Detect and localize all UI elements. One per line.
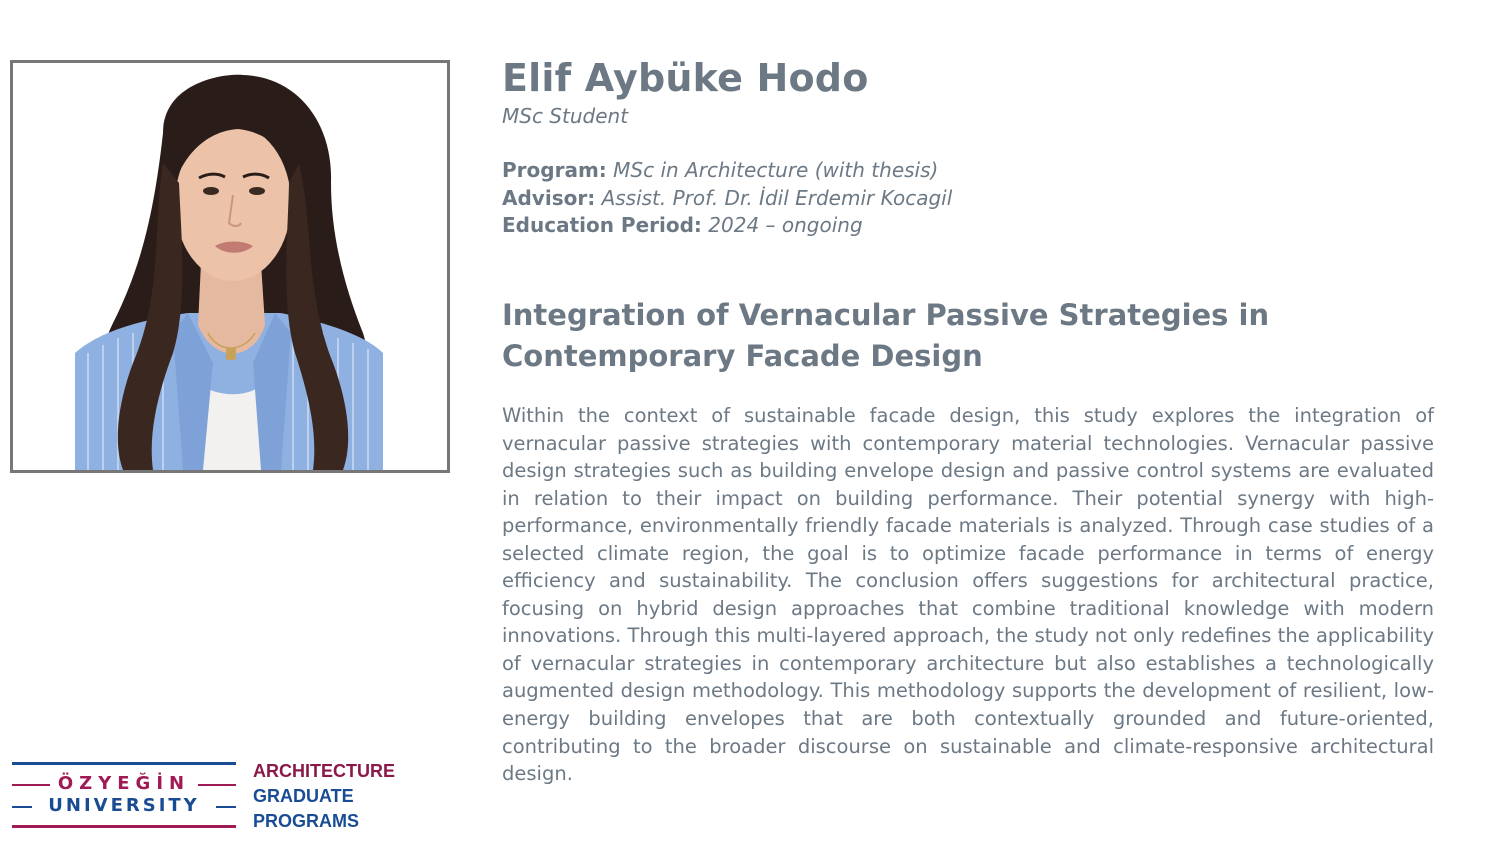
thesis-title: Integration of Vernacular Passive Strategies in Contemporary Facade Design — [502, 298, 1270, 373]
detail-education-period — [502, 212, 1434, 240]
detail-label: Advisor: — [502, 185, 596, 210]
university-logo — [12, 760, 238, 830]
detail-value: 2024 – ongoing — [708, 213, 863, 237]
detail-label: Education Period: — [502, 213, 702, 237]
thesis-abstract: Within the context of sustainable facade design, this study explores the integration of vernacular passive strategies with contemporary material technologies. Vernacular passive design strategies such as building envelope design and passive control systems are evaluated in relation to their impact on building performance. Their potential synergy with high-performance, environmentally friendly facade materials is analyzed. Through case studies of a selected climate region, the goal is to optimize facade performance in terms of energy efficiency and sustainability. The conclusion offers suggestions for architectural practice, focusing on hybrid design approaches that combine traditional knowledge with modern innovations. Through this multi-layered approach, the study not only redefines the applicability of vernacular strategies in contemporary architecture but also establishes a technologically augmented design methodology. This methodology supports the development of resilient, low-energy building envelopes that are both contextually grounded and future-oriented, contributing to the broader discourse on sustainable and climate-responsive architectural design. — [502, 404, 1434, 786]
detail-advisor — [502, 185, 1434, 213]
detail-value: MSc in Architecture (with thesis) — [613, 158, 939, 182]
detail-label: Program: — [502, 158, 607, 182]
program-label-line: PROGRAMS — [253, 811, 360, 831]
student-name: Elif Aybüke Hodo — [502, 56, 869, 100]
student-role: MSc Student — [502, 104, 629, 128]
program-label — [253, 759, 395, 834]
logo-wordmark-ozyegin: ÖZYEĞİN — [57, 773, 191, 794]
portrait-photo — [10, 60, 450, 473]
details-list — [502, 157, 1434, 240]
logo-top-bar — [12, 762, 236, 765]
detail-value: Assist. Prof. Dr. İdil Erdemir Kocagil — [601, 185, 953, 210]
program-label-line: ARCHITECTURE — [253, 761, 395, 781]
logo-bottom-bar — [12, 825, 236, 828]
logo-wordmark-university: UNIVERSITY — [48, 795, 200, 816]
student-info — [502, 56, 1434, 240]
detail-program — [502, 157, 1434, 185]
program-label-line: GRADUATE — [253, 786, 354, 806]
portrait-illustration — [13, 63, 447, 470]
